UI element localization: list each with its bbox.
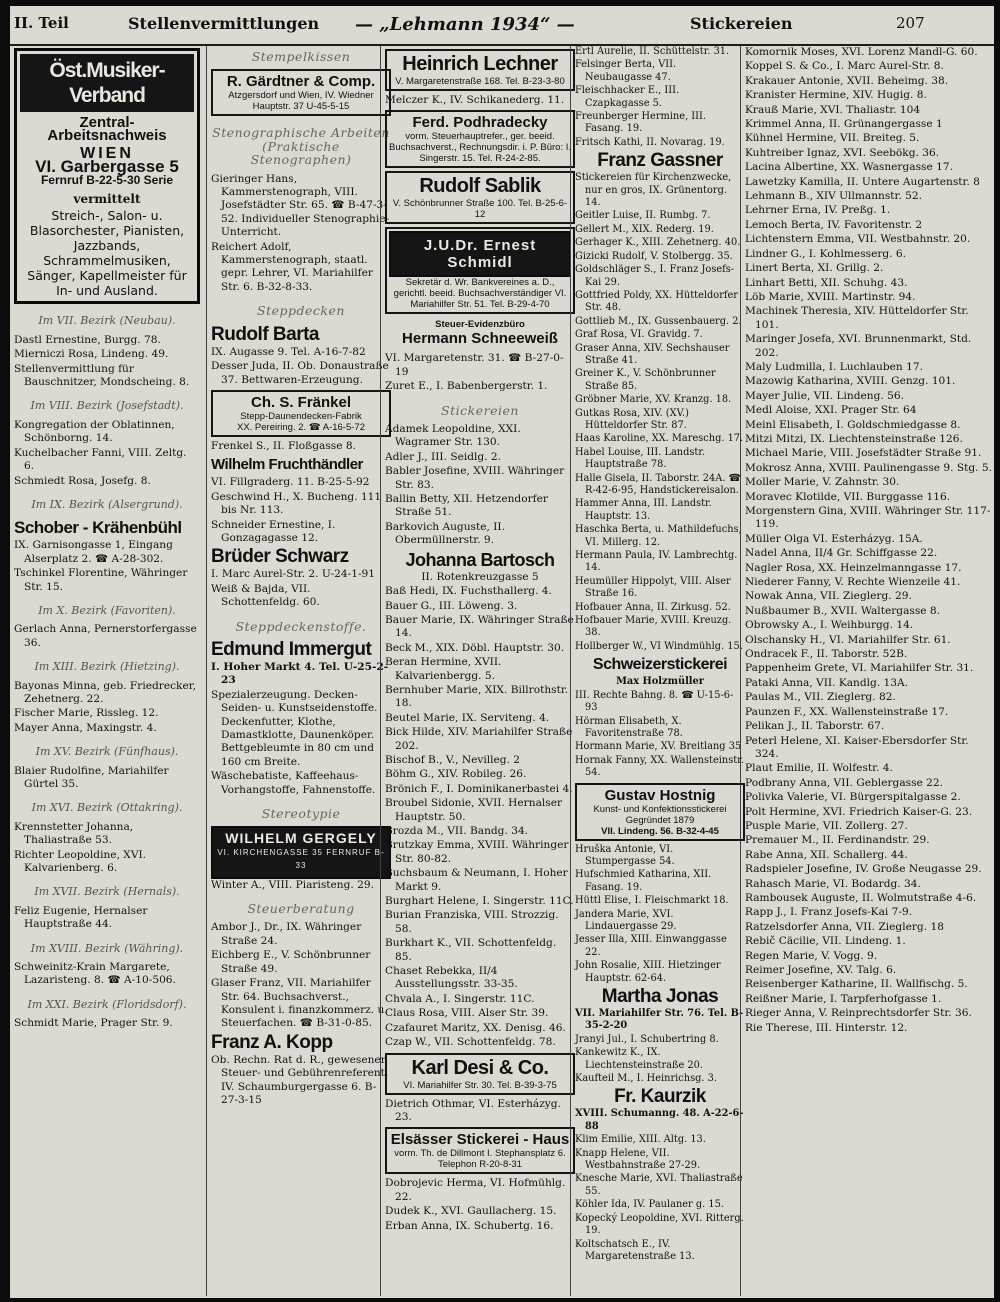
desi-ad bbox=[385, 1053, 575, 1095]
list-item: Richter Leopoldine, XVI. Kalvarienberg. 6. bbox=[14, 848, 147, 875]
list-item: Hofbauer Marie, XVIII. Kreuzg. 38. bbox=[575, 615, 732, 639]
list-item: Kranister Hermine, XIV. Hugig. 8. bbox=[745, 89, 927, 102]
list-item: Barkovich Auguste, II. Obermüllnerstr. 9. bbox=[385, 520, 505, 547]
list-item: Graser Anna, XIV. Sechshauser Straße 41. bbox=[575, 342, 730, 366]
list-item: Chvala A., I. Singerstr. 11C. bbox=[385, 992, 535, 1005]
list-item: Plaut Emilie, II. Wolfestr. 4. bbox=[745, 762, 893, 775]
list-item: Heumüller Hippolyt, VIII. Alser Straße 16. bbox=[575, 575, 731, 600]
list-item: Klim Emilie, XIII. Altg. 13. bbox=[575, 1134, 706, 1146]
list-item: Claus Rosa, VIII. Alser Str. 39. bbox=[385, 1007, 549, 1020]
ad-name: Heinrich Lechner bbox=[402, 53, 558, 75]
ad-name: Karl Desi & Co. bbox=[411, 1056, 549, 1079]
list-item: Köhler Ida, IV. Paulaner g. 15. bbox=[575, 1199, 724, 1211]
list-item: Koppel S. & Co., I. Marc Aurel-Str. 8. bbox=[745, 60, 944, 73]
list-item: Gröbner Marie, XV. Kranzg. 18. bbox=[575, 394, 732, 406]
list-item: I. Marc Aurel-Str. 2. U-24-1-91 bbox=[211, 568, 376, 581]
list-item: Adamek Leopoldine, XXI. Wagramer Str. 130. bbox=[385, 423, 521, 449]
list-item: Ondracek F., II. Taborstr. 52B. bbox=[745, 648, 908, 661]
ad-body: Streich-, Salon- u. Blasorchester, Pianisten, Jazzbands, Schrammelmusiken, Sänger, Kapellmeister für In- und Ausland. bbox=[27, 208, 187, 299]
list-item: Machinek Theresia, XIV. Hütteldorfer Str. 101. bbox=[745, 305, 969, 331]
list-item: Hüttl Elise, I. Fleischmarkt 18. bbox=[575, 895, 729, 907]
list-item: Reisenberger Katharine, II. Wallfischg. 5. bbox=[745, 978, 968, 991]
list-item: Krauß Marie, XVI. Thaliastr. 104 bbox=[745, 103, 921, 116]
list-item: Bayonas Minna, geb. Friedrecker, Zehetnerg. 22. bbox=[14, 679, 196, 705]
ad-text: vorm. Th. de Dillmont I. Stephansplatz 6. Telephon R-20-8-31 bbox=[394, 1148, 566, 1171]
list-item: Knapp Helene, VII. Westbahnstraße 27-29. bbox=[575, 1147, 701, 1172]
list-item: Pappenheim Grete, VI. Mariahilfer Str. 31. bbox=[745, 662, 974, 675]
podhradecky-ad bbox=[385, 110, 575, 168]
list-item: Winter A., VIII. Piaristeng. 29. bbox=[211, 878, 374, 891]
list-item: Rie Therese, III. Hinterstr. 12. bbox=[745, 1021, 908, 1034]
fraenkel-ad bbox=[211, 390, 391, 437]
list-item: Kuhtreiber Ignaz, XVI. Seebökg. 36. bbox=[745, 146, 940, 159]
fruchthaendler-ad-name: Wilhelm Fruchthändler bbox=[211, 456, 363, 474]
list-item: Bick Hilde, XIV. Mariahilfer Straße 202. bbox=[385, 726, 573, 752]
list-item: Wäschebatiste, Kaffeehaus-Vorhangstoffe, Fahnenstoffe. bbox=[211, 770, 376, 796]
list-item: Mitzi Mitzi, IX. Liechtensteinstraße 126. bbox=[745, 432, 963, 445]
list-item: Haschka Berta, u. Mathildefuchs, VI. Millerg. 12. bbox=[575, 524, 742, 548]
schweizer-ad-name: Schweizerstickerei bbox=[592, 656, 728, 674]
list-item: Tschinkel Florentine, Währinger Str. 15. bbox=[14, 567, 188, 593]
list-item: Meinl Elisabeth, I. Goldschmiedgasse 8. bbox=[745, 418, 961, 431]
ad-name: J.U.Dr. Ernest Schmidl bbox=[389, 231, 571, 277]
list-item: Jranyi Jul., I. Schubertring 8. bbox=[575, 1033, 719, 1045]
list-item: Maringer Josefa, XVI. Brunnenmarkt, Std. 202. bbox=[745, 333, 972, 359]
list-item: Desser Juda, II. Ob. Donaustraße 37. Bettwaren-Erzeugung. bbox=[211, 360, 389, 386]
list-item: Frenkel S., II. Floßgasse 8. bbox=[211, 439, 356, 452]
list-item: Gellert M., XIX. Rederg. 19. bbox=[575, 223, 714, 235]
ad-city: WIEN bbox=[80, 144, 134, 162]
ad-text: VI. KIRCHENGASSE 35 FERNRUF B-33 bbox=[217, 847, 385, 871]
list-item: Obrowsky A., I. Weihburgg. 14. bbox=[745, 619, 914, 632]
list-item: Broubel Sidonie, XVII. Hernalser Hauptstr. 50. bbox=[385, 797, 563, 823]
list-item: Nagler Rosa, XX. Heinzelmanngasse 17. bbox=[745, 561, 962, 574]
book-title: — „Lehmann 1934“ — bbox=[355, 14, 575, 35]
list-item: Stellenvermittlung für Bauschnitzer, Mondscheing. 8. bbox=[14, 362, 190, 389]
list-item: Ambor J., Dr., IX. Währinger Straße 24. bbox=[211, 921, 362, 947]
immergut-ad-name: Edmund Immergut bbox=[211, 638, 372, 660]
list-item: Lehmann B., XIV Ullmannstr. 52. bbox=[745, 190, 923, 203]
kaurzik-ad-text: XVIII. Schumanng. 48. A-22-6-88 bbox=[575, 1108, 744, 1132]
stickereien-list bbox=[745, 46, 994, 1035]
list-item: Komornik Moses, XVI. Lorenz Mandl-G. 60. bbox=[745, 46, 978, 58]
gassner-ad-name: Franz Gassner bbox=[597, 150, 723, 172]
column-3 bbox=[380, 46, 575, 1296]
list-item: Mokrosz Anna, XVIII. Paulinengasse 9. Stg. 5. bbox=[745, 461, 993, 474]
ad-text: V. Margaretenstraße 168. Tel. B-23-3-80 bbox=[395, 76, 565, 87]
ad-subtitle: Kunst- und Konfektionsstickerei Gegründet 1879 bbox=[593, 803, 727, 826]
ad-top: Steuer-Evidenzbüro bbox=[435, 319, 525, 331]
list-item: Burghart Helene, I. Singerstr. 11C. bbox=[385, 895, 574, 908]
list-item: Linhart Betti, XII. Schuhg. 43. bbox=[745, 276, 908, 289]
list-item: Schmiedt Rosa, Josefg. 8. bbox=[14, 474, 151, 487]
schwarz-ad-name: Brüder Schwarz bbox=[211, 546, 349, 568]
list-item: Melczer K., IV. Schikanederg. 11. bbox=[385, 94, 565, 106]
list-item: Maly Ludmilla, I. Luchlauben 17. bbox=[745, 360, 923, 373]
list-item: Fritsch Kathi, II. Novarag. 19. bbox=[575, 136, 725, 148]
list-item: Blaier Rudolfine, Mariahilfer Gürtel 35. bbox=[14, 764, 169, 790]
list-item: Brönich F., I. Dominikanerbastei 4. bbox=[385, 782, 573, 795]
ad-text: vorm. Steuerhauptrefer., ger. beeid. Buchsachverst., Rechnungsdir. i. P. Büro: I. Singerstr. 15. Tel. R-24-2-85. bbox=[389, 131, 572, 165]
list-item: Hollberger W., VI Windmühlg. 15. bbox=[575, 640, 743, 652]
ad-subtitle: Zentral-Arbeitsnachweis bbox=[47, 114, 167, 145]
column-2 bbox=[206, 46, 391, 1296]
schmidl-ad bbox=[385, 227, 575, 314]
immergut-ad-address: I. Hoher Markt 4. Tel. U-25-2-23 bbox=[211, 660, 389, 687]
list-item: Lawetzky Kamilla, II. Untere Augartenstr. 8 bbox=[745, 175, 980, 188]
musiker-verband-ad bbox=[14, 48, 200, 304]
ad-name: Gustav Hostnig bbox=[604, 786, 716, 804]
ad-name: Rudolf Sablik bbox=[419, 175, 541, 198]
list-item: Rabe Anna, XII. Schallerg. 44. bbox=[745, 848, 908, 861]
list-item: Beutel Marie, IX. Serviteng. 4. bbox=[385, 711, 550, 724]
list-item: Podbrany Anna, VII. Geblergasse 22. bbox=[745, 776, 943, 789]
list-item: Hermann Paula, IV. Lambrechtg. 14. bbox=[575, 550, 738, 574]
list-item: Brozda M., VII. Bandg. 34. bbox=[385, 825, 529, 837]
list-item: Kongregation der Oblatinnen, Schönborng. 14. bbox=[14, 418, 175, 445]
list-item: Adler J., III. Seidlg. 2. bbox=[385, 450, 502, 463]
list-item: Gizicki Rudolf, V. Stolbergg. 35. bbox=[575, 250, 733, 262]
list-item: Rebič Cäcilie, VII. Lindeng. 1. bbox=[745, 935, 906, 948]
list-item: Gieringer Hans, Kammerstenograph, VIII. Josefstädter Str. 65. ☎ B-47-3-52. Individueller Stenographie-Unterricht. bbox=[211, 172, 390, 239]
ad-name: Hermann Schneeweiß bbox=[402, 330, 558, 348]
ad-name: WILHELM GERGELY bbox=[225, 830, 377, 847]
list-item: Dietrich Othmar, VI. Esterházyg. 23. bbox=[385, 1097, 561, 1123]
district-heading: Im XVIII. Bezirk (Währing). bbox=[30, 941, 184, 955]
list-item: Weiß & Bajda, VII. Schottenfeldg. 60. bbox=[211, 582, 320, 609]
immergut-ad-text: Spezialerzeugung. Decken-Seiden- u. Kunstseidenstoffe. Deckenfutter, Klothe, Damastklotte, Daunenköper. Bettgebleumte in 80 cm und 160 cm Breite. bbox=[211, 688, 378, 768]
column-1 bbox=[14, 46, 200, 1296]
list-item: Böhm G., XIV. Robileg. 26. bbox=[385, 768, 527, 781]
ad-text: XX. Pereiring. 2. ☎ A-16-5-72 bbox=[236, 421, 365, 433]
section-heading: Steuerberatung bbox=[247, 901, 355, 917]
list-item: Pelikan J., II. Taborstr. 67. bbox=[745, 720, 885, 733]
district-heading: Im IX. Bezirk (Alsergrund). bbox=[31, 497, 183, 511]
list-item: Knesche Marie, XVI. Thaliastraße 55. bbox=[575, 1173, 743, 1197]
list-item: Eichberg E., V. Schönbrunner Straße 49. bbox=[211, 949, 371, 975]
list-item: Regen Marie, V. Vogg. 9. bbox=[745, 949, 878, 962]
list-item: Kuchelbacher Fanni, VIII. Zeltg. 6. bbox=[14, 446, 187, 473]
list-item: Chaset Rebekka, II/4 Ausstellungsstr. 33-35. bbox=[385, 965, 518, 991]
kaurzik-ad-name: Fr. Kaurzik bbox=[614, 1086, 706, 1108]
list-item: Buchsbaum & Neumann, I. Hoher Markt 9. bbox=[385, 867, 568, 893]
list-item: Zuret E., I. Babenbergerstr. 1. bbox=[385, 380, 548, 393]
list-item: Polivka Valerie, VI. Bürgerspitalgasse 2. bbox=[745, 791, 961, 804]
stickereien-list bbox=[385, 585, 575, 1049]
list-item: Reimer Josefine, XV. Talg. 6. bbox=[745, 964, 897, 976]
list-item: Kühnel Hermine, VII. Breiteg. 5. bbox=[745, 132, 920, 145]
list-item: Medl Aloise, XXI. Prager Str. 64 bbox=[745, 404, 917, 417]
sablik-ad bbox=[385, 171, 575, 224]
list-item: Beck M., XIX. Döbl. Hauptstr. 30. bbox=[385, 641, 565, 654]
list-item: Rieger Anna, V. Reinprechtsdorfer Str. 36. bbox=[745, 1007, 972, 1020]
list-item: Lichtenstern Emma, VII. Westbahnstr. 20. bbox=[745, 233, 971, 246]
jonas-ad-text: VII. Mariahilfer Str. 76. Tel. B-35-2-20 bbox=[575, 1008, 744, 1032]
page-header bbox=[10, 6, 994, 46]
list-item: Schmidt Marie, Prager Str. 9. bbox=[14, 1017, 173, 1030]
elsaesser-ad bbox=[385, 1127, 575, 1174]
list-item: Rambousek Auguste, II. Wolmutstraße 4-6. bbox=[745, 891, 977, 904]
section-heading: Stempelkissen bbox=[251, 49, 351, 64]
list-item: Morgenstern Gina, XVIII. Währinger Str. 117-119. bbox=[745, 505, 991, 531]
list-item: Hormann Marie, XV. Breitlang 35 bbox=[575, 741, 742, 753]
bartosch-ad-name: Johanna Bartosch bbox=[405, 549, 555, 570]
ad-address: VI. Garbergasse 5 bbox=[35, 157, 179, 177]
ad-name: R. Gärdtner & Comp. bbox=[226, 73, 376, 91]
list-item: Felsinger Berta, VII. Neubaugasse 47. bbox=[575, 59, 677, 83]
list-item: Lacina Albertine, XX. Wasnergasse 17. bbox=[745, 161, 953, 174]
list-item: Stickereien für Kirchenzwecke, nur en gros, IX. Grünentorg. 14. bbox=[575, 172, 732, 209]
hostnig-ad bbox=[575, 783, 745, 841]
bartosch-ad-text: II. Rotenkreuzgasse 5 bbox=[421, 570, 539, 583]
list-item: Rapp J., I. Franz Josefs-Kai 7-9. bbox=[745, 906, 913, 919]
ad-text: VI. Mariahilfer Str. 30. Tel. B-39-3-75 bbox=[403, 1079, 557, 1091]
section-heading: Steppdeckenstoffe. bbox=[235, 618, 367, 634]
list-item: Baß Hedi, IX. Fuchsthallerg. 4. bbox=[385, 585, 552, 598]
list-item: Geschwind H., X. Bucheng. 111 bis Nr. 113. bbox=[211, 490, 382, 517]
kopp-ad-text: Ob. Rechn. Rat d. R., gewesener Steuer- und Gebührenreferent, IV. Schaumburgergasse 6. B-27-3-15 bbox=[211, 1053, 389, 1106]
list-item: Kaufteil M., I. Heinrichsg. 3. bbox=[575, 1073, 717, 1085]
list-item: Koltschatsch E., IV. Margaretenstraße 13. bbox=[575, 1238, 695, 1262]
list-item: Bauer Marie, IX. Währinger Straße 14. bbox=[385, 613, 574, 640]
list-item: Kopecký Leopoldine, XVI. Ritterg. 19. bbox=[575, 1212, 744, 1237]
page-number: 207 bbox=[896, 14, 925, 32]
list-item: Jesser Illa, XIII. Einwanggasse 22. bbox=[575, 934, 727, 958]
list-item: Hruška Antonie, VI. Stumpergasse 54. bbox=[575, 843, 675, 867]
list-item: Gottlieb M., IX. Gussenbauerg. 2. bbox=[575, 315, 742, 327]
schweizer-ad-subtitle: Max Holzmüller bbox=[616, 676, 704, 688]
list-item: Fleischhacker E., III. Czapkagasse 5. bbox=[575, 85, 680, 109]
list-item: Gerhager K., XIII. Zehetnerg. 40. bbox=[575, 237, 741, 249]
list-item: Hufschmied Katharina, XII. Fasang. 19. bbox=[575, 869, 712, 893]
list-item: Czap W., VII. Schottenfeldg. 78. bbox=[385, 1036, 556, 1049]
list-item: Pusple Marie, VII. Zollerg. 27. bbox=[745, 819, 908, 832]
list-item: VI. Margaretenstr. 31. ☎ B-27-0-19 bbox=[385, 352, 564, 378]
ad-name: Ferd. Podhradecky bbox=[412, 114, 548, 132]
list-item: Babler Josefine, XVIII. Währinger Str. 83. bbox=[385, 465, 565, 491]
district-heading: Im XIII. Bezirk (Hietzing). bbox=[34, 660, 180, 674]
list-item: Krennstetter Johanna, Thaliastraße 53. bbox=[14, 820, 134, 847]
list-item: Lemoch Berta, IV. Favoritenstr. 2 bbox=[745, 218, 923, 231]
list-item: Löb Marie, XVIII. Martinstr. 94. bbox=[745, 290, 916, 303]
list-item: Feliz Eugenie, Hernalser Hauptstraße 44. bbox=[14, 904, 148, 931]
ad-vermittelt: vermittelt bbox=[73, 192, 141, 207]
list-item: Schweinitz-Krain Margarete, Lazaristeng. 8. ☎ A-10-506. bbox=[14, 961, 176, 987]
list-item: Jandera Marie, XVI. Lindauergasse 29. bbox=[575, 908, 677, 932]
list-item: Geitler Luise, II. Rumbg. 7. bbox=[575, 210, 711, 222]
list-item: Glaser Franz, VII. Mariahilfer Str. 64. Buchsachverst., Konsulent i. finanzkommerz. u. Steuerfachen. ☎ B-31-0-85. bbox=[211, 977, 388, 1030]
list-item: Linert Berta, XI. Grillg. 2. bbox=[745, 262, 884, 275]
district-heading: Im VII. Bezirk (Neubau). bbox=[38, 314, 176, 328]
kopp-ad-name: Franz A. Kopp bbox=[211, 1031, 333, 1053]
list-item: Lehrner Erna, IV. Preßg. 1. bbox=[745, 204, 891, 217]
list-item: Lindner G., I. Kohlmesserg. 6. bbox=[745, 247, 907, 260]
ad-name: Elsässer Stickerei - Haus bbox=[390, 1131, 570, 1149]
list-item: Ballin Betty, XII. Hetzendorfer Straße 51. bbox=[385, 493, 548, 519]
list-item: Krimmel Anna, II. Grünangergasse 1 bbox=[745, 118, 943, 131]
list-item: Michael Marie, VIII. Josefstädter Straße 91. bbox=[745, 447, 982, 460]
list-item: Ertl Aurelie, II. Schüttelstr. 31. bbox=[575, 46, 730, 57]
directory-page bbox=[10, 6, 994, 1298]
list-item: Nowak Anna, VII. Zieglerg. 29. bbox=[745, 590, 912, 603]
section-heading: Stickereien bbox=[441, 402, 519, 418]
list-item: Polt Hermine, XVI. Friedrich Kaiser-G. 23. bbox=[745, 805, 973, 818]
list-item: Nußbaumer B., XVII. Waltergasse 8. bbox=[745, 604, 940, 617]
list-item: Schneider Ernestine, I. Gonzagagasse 12. bbox=[211, 518, 336, 544]
list-item: Erban Anna, IX. Schubertg. 16. bbox=[385, 1219, 554, 1232]
list-item: Mayer Anna, Maxingstr. 4. bbox=[14, 721, 157, 734]
district-heading: Im XV. Bezirk (Fünfhaus). bbox=[35, 745, 179, 759]
list-item: Moller Marie, V. Zahnstr. 30. bbox=[745, 476, 900, 489]
list-item: Krakauer Antonie, XVII. Beheimg. 38. bbox=[745, 74, 949, 87]
list-item: Greiner K., V. Schönbrunner Straße 85. bbox=[575, 368, 716, 392]
fruchthaendler-ad-text: VI. Fillgraderg. 11. B-25-5-92 bbox=[211, 476, 370, 489]
category-label: Stickereien bbox=[690, 14, 793, 33]
section-heading: Stenographische Arbeiten (Praktische Stenographen) bbox=[212, 125, 390, 168]
gaerdtner-ad bbox=[211, 69, 391, 116]
list-item: Niederer Fanny, V. Rechte Wienzeile 41. bbox=[745, 576, 961, 589]
list-item: Rahasch Marie, VI. Bodardg. 34. bbox=[745, 877, 921, 890]
list-item: Paunzen F., XX. Wallensteinstraße 17. bbox=[745, 705, 949, 718]
ad-text: Sekretär d. Wr. Bankvereines a. D., gerichtl. beeid. Buchsachverständiger VI. Mariahilfer Str. 51. Tel. B-29-4-70 bbox=[393, 277, 567, 311]
column-4 bbox=[570, 46, 745, 1296]
list-item: Müller Olga VI. Esterházyg. 15A. bbox=[745, 532, 923, 545]
lechner-ad bbox=[385, 49, 575, 91]
schweizer-ad-text: III. Rechte Bahng. 8. ☎ U-15-6-93 bbox=[575, 689, 734, 714]
list-item: Bischof B., V., Nevilleg. 2 bbox=[385, 753, 521, 766]
list-item: Fischer Marie, Rissleg. 12. bbox=[14, 707, 159, 720]
part-label: II. Teil bbox=[14, 14, 69, 32]
barta-ad-name: Rudolf Barta bbox=[211, 323, 319, 345]
section-heading: Steppdecken bbox=[257, 303, 345, 319]
ad-title: Öst.Musiker-Verband bbox=[20, 54, 194, 112]
barta-ad-text: IX. Augasse 9. Tel. A-16-7-82 bbox=[211, 345, 366, 358]
list-item: Burian Franziska, VIII. Strozzig. 58. bbox=[385, 909, 559, 935]
jonas-ad-name: Martha Jonas bbox=[601, 986, 719, 1007]
schober-ad-text: IX. Garnisongasse 1, Eingang Alserplatz 2. ☎ A-28-302. bbox=[14, 539, 173, 565]
list-item: Hörman Elisabeth, X. Favoritenstraße 78. bbox=[575, 715, 683, 739]
ad-text: VII. Lindeng. 56. B-32-4-45 bbox=[601, 825, 719, 837]
list-item: Graf Rosa, VI. Gravidg. 7. bbox=[575, 329, 703, 341]
list-item: Premauer M., II. Ferdinandstr. 29. bbox=[745, 834, 930, 847]
list-item: Gutkas Rosa, XIV. (XV.) Hütteldorfer Str. 87. bbox=[575, 407, 689, 431]
list-item: Dudek K., XVI. Gaullacherg. 15. bbox=[385, 1205, 557, 1218]
list-item: Goldschläger S., I. Franz Josefs-Kai 29. bbox=[575, 264, 735, 288]
ad-name: Ch. S. Fränkel bbox=[250, 393, 352, 411]
district-heading: Im XXI. Bezirk (Floridsdorf). bbox=[27, 997, 187, 1011]
list-item: Beran Hermine, XVII. Kalvarienbergg. 5. bbox=[385, 656, 502, 682]
ad-text: V. Schönbrunner Straße 100. Tel. B-25-6-12 bbox=[392, 198, 568, 221]
list-item: Bernhuber Marie, XIX. Billrothstr. 18. bbox=[385, 683, 569, 710]
list-item: Radspieler Josefine, IV. Große Neugasse 29. bbox=[745, 863, 982, 876]
list-item: Brutzkay Emma, XVIII. Währinger Str. 80-82. bbox=[385, 839, 569, 865]
list-item: Mazowig Katharina, XVIII. Genzg. 101. bbox=[745, 375, 956, 388]
list-item: Freunberger Hermine, III. Fasang. 19. bbox=[575, 111, 707, 135]
list-item: Nadel Anna, II/4 Gr. Schiffgasse 22. bbox=[745, 547, 938, 560]
list-item: Moravec Klotilde, VII. Burggasse 116. bbox=[745, 490, 951, 503]
list-item: Gottfried Poldy, XX. Hütteldorfer Str. 48. bbox=[575, 289, 738, 314]
list-item: Dobrojevic Herma, VI. Hofmühlg. 22. bbox=[385, 1177, 566, 1203]
list-item: Hofbauer Anna, II. Zirkusg. 52. bbox=[575, 601, 731, 613]
list-item: Paulas M., VII. Zieglerg. 82. bbox=[745, 691, 896, 704]
list-item: Olschansky H., VI. Mariahilfer Str. 61. bbox=[745, 633, 951, 646]
schneeweiss-ad bbox=[385, 317, 575, 349]
section-label: Stellenvermittlungen bbox=[128, 14, 320, 33]
list-item: Kankewitz K., IX. Liechtensteinstraße 20. bbox=[575, 1047, 704, 1071]
section-heading: Stereotypie bbox=[261, 806, 341, 822]
ad-phone: Fernruf B-22-5-30 Serie bbox=[40, 172, 174, 187]
ad-subtitle: Stepp-Daunendecken-Fabrik bbox=[240, 410, 362, 422]
schober-ad-name: Schober - Krähenbühl bbox=[14, 518, 182, 538]
district-heading: Im X. Bezirk (Favoriten). bbox=[38, 603, 176, 617]
list-item: Czafauret Maritz, XX. Denisg. 46. bbox=[385, 1021, 566, 1034]
list-item: Burkhart K., VII. Schottenfeldg. 85. bbox=[385, 937, 557, 963]
gergely-ad bbox=[211, 826, 391, 878]
list-item: Gerlach Anna, Pernerstorfergasse 36. bbox=[14, 623, 197, 649]
district-heading: Im XVII. Bezirk (Hernals). bbox=[34, 885, 180, 899]
district-heading: Im VIII. Bezirk (Josefstadt). bbox=[30, 399, 184, 413]
list-item: Bauer G., III. Löweng. 3. bbox=[385, 599, 518, 612]
list-item: John Rosalie, XIII. Hietzinger Hauptstr. 62-64. bbox=[575, 960, 721, 984]
list-item: Pataki Anna, VII. Kandlg. 13A. bbox=[745, 676, 909, 689]
list-item: Halle Gisela, II. Taborstr. 24A. ☎ R-42-6-95, Handstickereisalon. bbox=[575, 472, 741, 496]
list-item: Reichert Adolf, Kammerstenograph, staatl. gepr. Lehrer, VI. Mariahilfer Str. 6. B-32-8-33. bbox=[211, 240, 373, 293]
list-item: Mayer Julie, VII. Lindeng. 56. bbox=[745, 389, 904, 402]
list-item: Hammer Anna, III. Landstr. Hauptstr. 13. bbox=[575, 498, 712, 522]
list-item: Haas Karoline, XX. Mareschg. 17. bbox=[575, 433, 744, 445]
ad-text: Atzgersdorf und Wien, IV. Wiedner Hauptstr. 37 U-45-5-15 bbox=[228, 90, 374, 113]
list-item: Habel Louise, III. Landstr. Hauptstraße 78. bbox=[575, 446, 706, 471]
list-item: Ratzelsdorfer Anna, VII. Zieglerg. 18 bbox=[745, 920, 944, 933]
list-item: Mierniczi Rosa, Lindeng. 49. bbox=[14, 348, 169, 361]
district-heading: Im XVI. Bezirk (Ottakring). bbox=[31, 801, 183, 815]
list-item: Peterl Helene, XI. Kaiser-Ebersdorfer Str. 324. bbox=[745, 734, 969, 760]
list-item: Dastl Ernestine, Burgg. 78. bbox=[14, 333, 161, 346]
list-item: Reißner Marie, I. Tarpferhofgasse 1. bbox=[745, 992, 942, 1005]
column-5 bbox=[740, 46, 994, 1296]
list-item: Hornak Fanny, XX. Wallensteinstr. 54. bbox=[575, 754, 744, 779]
